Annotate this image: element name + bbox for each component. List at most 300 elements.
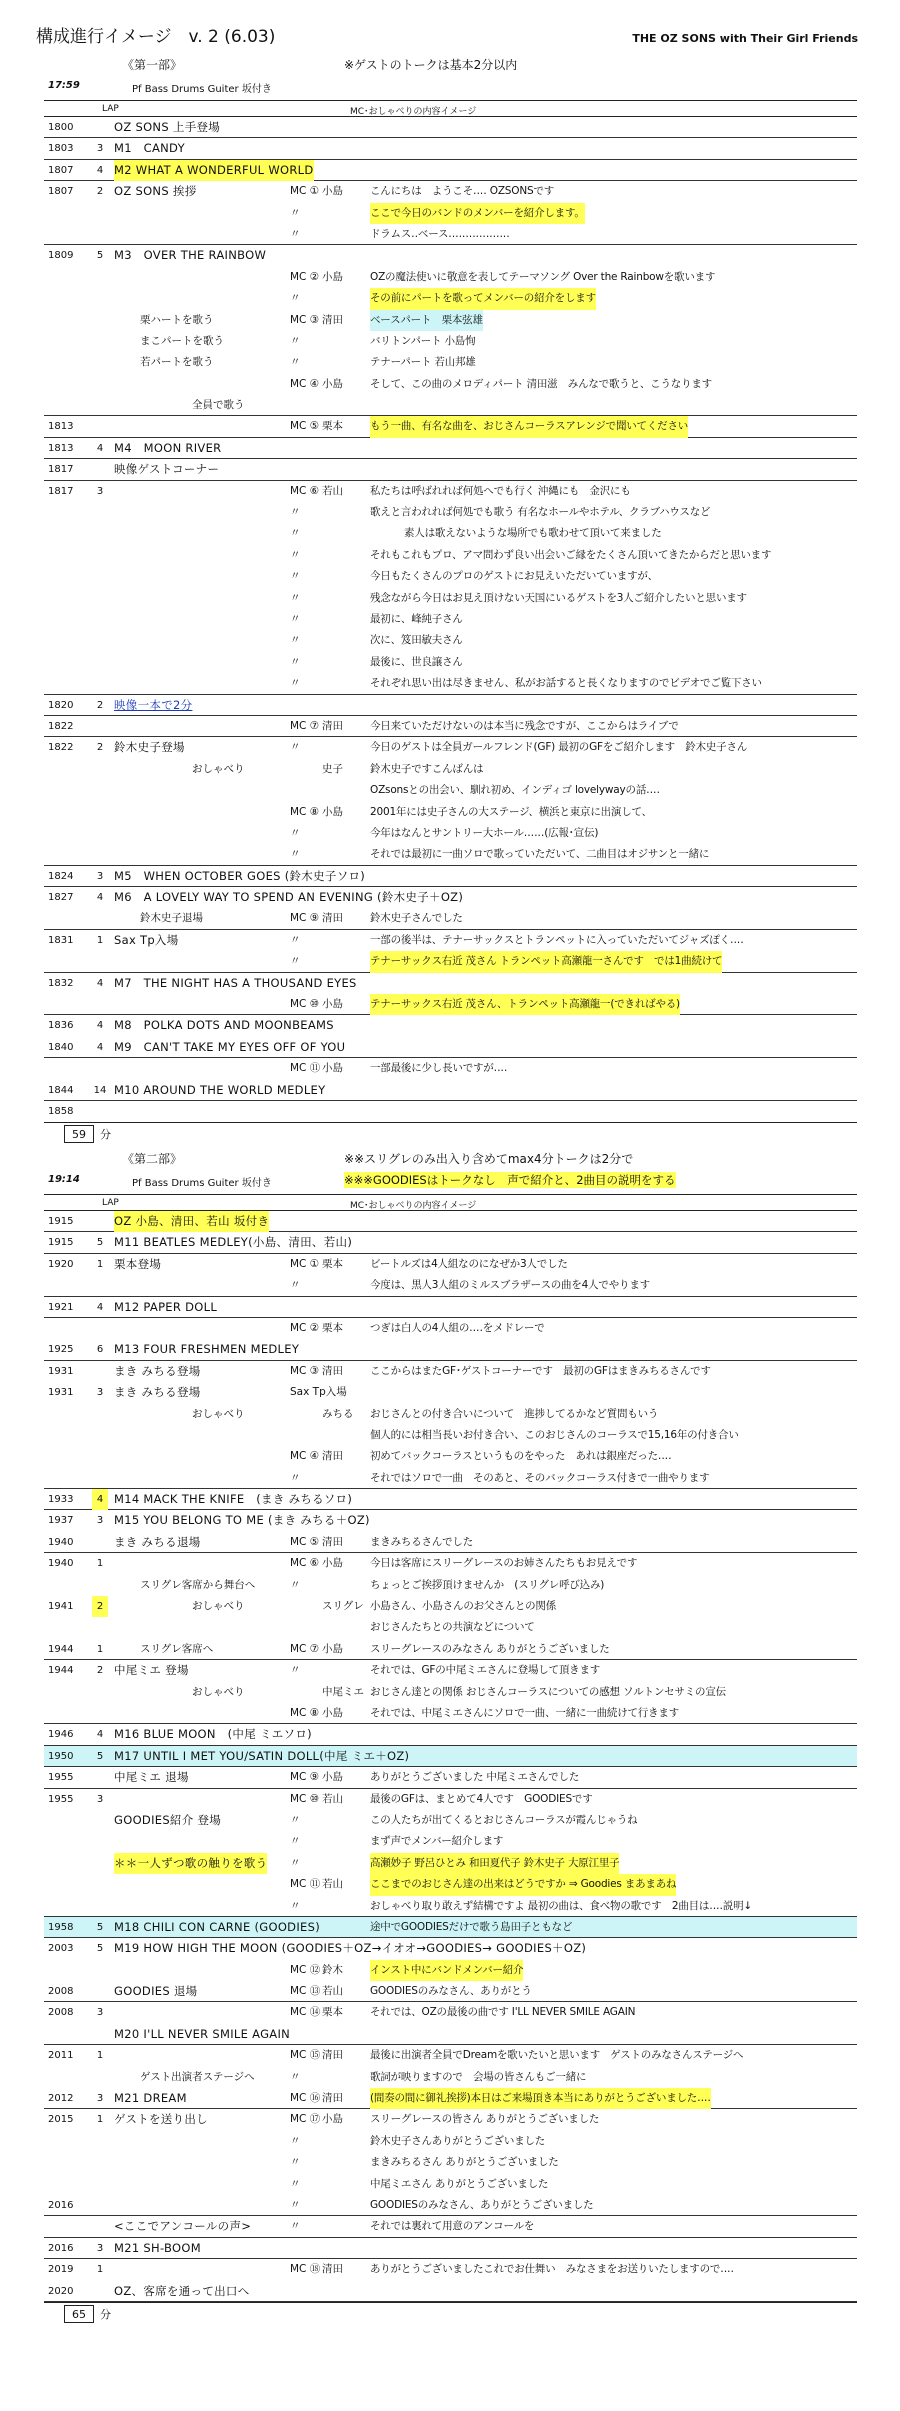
table-row [44,310,857,331]
table-row [44,245,857,266]
row-performer-action: まこパートを歌う [140,334,224,347]
part-note: ※ゲストのトークは基本2分以内 [344,58,518,72]
row-speaker: 小島 [322,998,343,1011]
row-mc-number: MC ③ [290,313,320,326]
table-row [44,1037,857,1058]
table-row [44,331,857,352]
row-mc-number: 〃 [290,1835,301,1848]
row-mc-number: 〃 [290,677,301,690]
row-mc-content: 中尾ミエさん ありがとうございました [370,2177,549,2190]
table-row [44,2109,857,2130]
row-mc-number: MC ⑧ [290,805,320,818]
row-mc-content: それでは、OZの最後の曲です I'LL NEVER SMILE AGAIN [370,2006,636,2019]
row-time: 1813 [48,442,74,454]
row-mc-number: 〃 [290,1471,301,1484]
row-time: 1915 [48,1216,74,1227]
row-lap: 3 [96,1515,104,1527]
row-mc-content: 最初に、峰純子さん [370,612,463,625]
row-time: 1809 [48,250,74,262]
mc-column-label: MC･おしゃべりの内容イメージ [350,1201,477,1211]
row-item: M7 THE NIGHT HAS A THOUSAND EYES [114,975,357,990]
row-mc-content: 最後に、世良譲さん [370,655,463,668]
table-row [44,459,857,480]
table-row [44,502,857,523]
row-item: M4 MOON RIVER [114,440,222,455]
row-mc-number: 〃 [290,955,301,968]
row-mc-number: 〃 [290,591,301,604]
row-mc-number: MC ⑤ [290,420,320,433]
part1-section [44,54,857,1145]
row-time: 1944 [48,1665,74,1677]
total-minutes: 59 [64,1125,94,1143]
table-row [44,1446,857,1467]
row-mc-number: 〃 [290,227,301,240]
row-lap: 3 [96,143,104,155]
row-item: OZ、客席を通って出口へ [114,2283,250,2298]
row-mc-content: それぞれ思い出は尽きません、私がお話すると長くなりますのでビデオでご覧下さい [370,677,762,690]
row-mc-number: MC ⑨ [290,1771,320,1784]
table-row [44,930,857,951]
table-row [44,1101,857,1122]
row-item: 中尾ミエ 退場 [114,1770,189,1785]
row-lap: 2 [96,186,104,198]
table-row [44,1489,857,1510]
row-item: M15 YOU BELONG TO ME (まき みちる＋OZ) [114,1513,370,1528]
row-mc-content: ありがとうございました 中尾ミエさんでした [370,1771,580,1784]
row-lap: 1 [96,2114,104,2126]
table-row [44,2024,857,2045]
row-speaker: 史子 [322,762,343,775]
row-item: 映像一本で2分 [114,697,193,712]
row-item: ＊＊一人ずつ歌の触りを歌う [114,1853,267,1874]
row-mc-content: 一部最後に少し長いですが‥‥ [370,1062,508,1075]
row-lap: 5 [96,1943,104,1955]
table-row [44,1981,857,2002]
table-row [44,759,857,780]
row-item: OZ SONS 上手登場 [114,120,221,134]
row-speaker: 栗本 [322,420,343,433]
row-lap: 3 [96,2007,104,2019]
row-item: M11 BEATLES MEDLEY(小島、清田、若山) [114,1235,353,1250]
part2-rows [44,1211,857,2302]
table-row [44,1058,857,1079]
row-time: 1955 [48,1772,74,1784]
row-item: M18 CHILI CON CARNE (GOODIES) [114,1919,320,1934]
table-row [44,1232,857,1253]
row-time: 1931 [48,1387,74,1399]
table-row [44,1211,857,1232]
row-speaker: 小島 [322,2113,343,2126]
table-row [44,908,857,929]
table-row [44,780,857,801]
row-mc-number: MC ⑩ [290,998,320,1011]
table-row [44,416,857,437]
row-time: 1817 [48,485,74,497]
total-unit: 分 [100,1128,111,1142]
table-row [44,523,857,544]
row-time: 1955 [48,1793,74,1805]
document-subtitle: THE OZ SONS with Their Girl Friends [632,32,858,45]
row-time: 1803 [48,143,74,155]
table-row [44,288,857,309]
row-speaker: 小島 [322,270,343,283]
row-item: 映像ゲストコーナー [114,462,220,477]
row-mc-number: 〃 [290,206,301,219]
row-speaker: 若山 [322,484,343,497]
row-mc-content: GOODIESのみなさん、ありがとうございました [370,2198,594,2211]
table-row [44,973,857,994]
row-time: 1950 [48,1750,74,1762]
table-row [44,2216,857,2237]
row-mc-content: それでは、GFの中尾ミエさんに登場して頂きます [370,1664,601,1677]
row-mc-content: 素人は歌えないような場所でも歌わせて頂いて来ました [404,527,662,540]
row-mc-content: おじさんたちとの共演などについて [370,1621,535,1634]
table-row [44,1596,857,1617]
row-mc-content: ここまでのおじさん達の出来はどうですか ⇒ Goodies まあまあね [370,1874,676,1895]
lap-column-label: LAP [102,1198,119,1208]
row-speaker: 小島 [322,1771,343,1784]
row-mc-number: 〃 [290,2070,301,2083]
row-lap: 4 [96,1020,104,1032]
row-item: M8 POLKA DOTS AND MOONBEAMS [114,1018,334,1033]
row-mc-content: つぎは白人の4人組の‥‥をメドレーで [370,1321,545,1334]
table-row [44,2131,857,2152]
row-item: M21 SH-BOOM [114,2240,201,2255]
table-row [44,1617,857,1638]
row-mc-number: MC ⑥ [290,484,320,497]
part2-table [44,1194,857,2303]
row-item: OZ SONS 挨拶 [114,184,197,199]
table-row [44,566,857,587]
table-row [44,2238,857,2259]
row-mc-content: 鈴木史子さんありがとうございました [370,2134,546,2147]
part2-section [44,1148,857,2325]
row-speaker: 栗本 [322,1257,343,1270]
row-item: まき みちる退場 [114,1534,201,1549]
table-row [44,1532,857,1553]
row-speaker: 小島 [322,1557,343,1570]
row-mc-number: 〃 [290,2156,301,2169]
row-mc-number: MC ① [290,185,320,198]
row-mc-number: 〃 [290,570,301,583]
row-time: 1817 [48,464,74,476]
row-item: まき みちる登場 [114,1385,201,1400]
part-label: 《第一部》 [122,58,183,72]
row-mc-content: 今度は、黒人3人組のミルスブラザースの曲を4人でやります [370,1279,650,1292]
row-mc-number: 〃 [290,933,301,946]
table-row [44,395,857,416]
row-mc-content: ベースパート 栗本弦雄 [370,310,483,331]
row-lap: 3 [96,485,104,497]
table-row [44,1960,857,1981]
table-row [44,2088,857,2109]
part1-table [44,100,857,1123]
table-row [44,994,857,1015]
row-mc-content: ちょっとご挨拶頂けませんか (スリグレ呼び込み) [370,1578,605,1591]
row-item: M9 CAN'T TAKE MY EYES OFF OF YOU [114,1039,346,1054]
row-item: GOODIES 退場 [114,1984,198,1999]
row-time: 2015 [48,2114,74,2126]
row-lap: 3 [96,870,104,882]
row-mc-content: おしゃべり取り敢えず結構ですよ 最初の曲は、食べ物の歌です 2曲目は‥‥説明↓ [370,1899,753,1912]
row-time: 1941 [48,1601,74,1613]
row-lap: 1 [96,2264,104,2276]
table-row [44,588,857,609]
row-mc-content: 鈴木史子さんでした [370,912,463,925]
row-speaker: 清田 [322,1364,343,1377]
table-row [44,481,857,502]
row-mc-content: 歌詞が映りますので 会場の皆さんもご一緒に [370,2070,587,2083]
row-speaker: 若山 [322,1878,343,1891]
row-item: M19 HOW HIGH THE MOON (GOODIES＋OZ→イオオ→GOODIES→ GOODIES＋OZ) [114,1941,587,1956]
row-mc-content: 今日もたくさんのプロのゲストにお見えいただいていますが、 [370,570,658,583]
row-mc-content: 高瀬妙子 野呂ひとみ 和田夏代子 鈴木史子 大原江里子 [370,1853,619,1874]
row-item: ゲストを送り出し [114,2112,208,2127]
row-mc-number: MC ⑦ [290,719,320,732]
row-mc-number: 〃 [290,826,301,839]
row-lap: 4 [96,164,104,176]
row-mc-content: 今日のゲストは全員ガールフレンド(GF) 最初のGFをご紹介します 鈴木史子さん [370,741,748,754]
row-time: 1944 [48,1643,74,1655]
row-speaker: 小島 [322,1642,343,1655]
row-time: 1822 [48,720,74,732]
row-lap: 2 [92,1596,108,1617]
row-mc-number: 〃 [290,527,301,540]
row-lap: 6 [96,1344,104,1356]
row-performer-action: おしゃべり [192,1600,245,1613]
row-time: 2016 [48,2242,74,2254]
row-speaker: みちる [322,1407,354,1420]
row-time: 1831 [48,934,74,946]
row-time: 1840 [48,1041,74,1053]
row-mc-content: スリーグレースの皆さん ありがとうございました [370,2113,600,2126]
row-performer-action: 若パートを歌う [140,356,214,369]
row-mc-content: この人たちが出てくるとおじさんコーラスが霞んじゃうね [370,1813,638,1826]
row-lap: 2 [96,742,104,754]
row-mc-content: テナーサックス右近 茂さん トランペット高瀬龍一さんです では1曲続けて [370,951,722,972]
row-mc-content: インスト中にバンドメンバー紹介 [370,1960,523,1981]
row-time: 1832 [48,977,74,989]
row-speaker: 清田 [322,313,343,326]
row-mc-number: 〃 [290,612,301,625]
part-note: ※※スリグレのみ出入り含めてmax4分トークは2分で [344,1152,634,1166]
row-time: 1813 [48,421,74,433]
row-lap: 5 [96,250,104,262]
row-mc-number: 〃 [290,2177,301,2190]
row-mc-content: 私たちは呼ばれれば何処へでも行く 沖縄にも 金沢にも [370,484,631,497]
row-speaker: 中尾ミエ [322,1685,364,1698]
table-row [44,1660,857,1681]
row-lap: 3 [96,1793,104,1805]
column-header [44,1195,857,1211]
row-lap: 2 [96,699,104,711]
document-title: 構成進行イメージ v. 2 (6.03) [36,27,276,47]
row-mc-content: それもこれもプロ、アマ問わず良い出会いご縁をたくさん頂いてきたからだと思います [370,548,772,561]
row-mc-content: 初めてバックコーラスというものをやった あれは銀座だった‥‥ [370,1450,672,1463]
row-speaker: 小島 [322,377,343,390]
table-row [44,1746,857,1767]
row-mc-content: それでは最初に一曲ソロで歌っていただいて、二曲目はオジサンと一緒に [370,848,710,861]
row-speaker: 栗本 [322,2006,343,2019]
row-time: 2016 [48,2199,74,2211]
row-performer-action: おしゃべり [192,1685,245,1698]
row-lap: 4 [96,1729,104,1741]
row-mc-number: MC ④ [290,1450,320,1463]
table-row [44,438,857,459]
row-mc-number: 〃 [290,848,301,861]
table-row [44,1361,857,1382]
table-row [44,695,857,716]
row-item: M17 UNTIL I MET YOU/SATIN DOLL(中尾 ミエ＋OZ) [114,1748,410,1763]
row-time: 1933 [48,1494,74,1506]
row-speaker: 若山 [322,1792,343,1805]
row-mc-number: MC ⑬ [290,1985,321,1998]
row-performer-action: 全員で歌う [192,399,245,412]
row-mc-content: もう一曲、有名な曲を、おじさんコーラスアレンジで聞いてください [370,416,688,437]
table-row [44,652,857,673]
row-mc-number: MC ⑩ [290,1792,320,1805]
row-mc-number: Sax Tp入場 [290,1386,347,1399]
table-row [44,545,857,566]
row-mc-number: MC ⑯ [290,2092,321,2105]
band-line: Pf Bass Drums Guiter 坂付き [132,1178,272,1189]
row-performer-action: ゲスト出演者ステージへ [140,2070,255,2083]
band-line: Pf Bass Drums Guiter 坂付き [132,84,272,95]
row-mc-number: 〃 [290,741,301,754]
row-mc-content: その前にパートを歌ってメンバーの紹介をします [370,288,596,309]
row-mc-content: ありがとうございましたこれでお仕舞い みなさまをお送りいたしますので‥‥ [370,2263,734,2276]
table-row [44,737,857,758]
row-mc-content: ここからはまたGF･ゲストコーナーです 最初のGFはまきみちるさんです [370,1364,711,1377]
row-item: 鈴木史子登場 [114,740,185,755]
row-mc-content: それではソロで一曲 そのあと、そのバックコーラス付きで一曲やります [370,1471,710,1484]
table-row [44,1297,857,1318]
table-row [44,374,857,395]
row-mc-number: MC ① [290,1257,320,1270]
row-mc-content: それでは裏れて用意のアンコールを [370,2220,535,2233]
row-performer-action: スリグレ客席から舞台へ [140,1578,256,1591]
table-row [44,1896,857,1917]
row-mc-content: まきみちるさんでした [370,1535,473,1548]
row-mc-number: MC ⑨ [290,912,320,925]
row-mc-content: そして、この曲のメロディパート 清田滋 みんなで歌うと、こうなります [370,377,712,390]
table-row [44,673,857,694]
row-speaker: 小島 [322,805,343,818]
row-mc-content: OZの魔法使いに敬意を表してテーマソング Over the Rainbowを歌います [370,270,716,283]
row-time: 1921 [48,1301,74,1313]
part2-header [44,1148,857,1194]
start-time: 17:59 [48,80,80,91]
row-speaker: 清田 [322,1535,343,1548]
table-row [44,1917,857,1938]
row-mc-number: 〃 [290,1664,301,1677]
total-minutes: 65 [64,2305,94,2323]
row-mc-number: 〃 [290,2220,301,2233]
row-lap: 2 [96,1665,104,1677]
row-speaker: 清田 [322,2263,343,2276]
row-time: 2019 [48,2264,74,2276]
part1-total [44,1123,857,1145]
row-lap: 1 [96,934,104,946]
row-mc-number: MC ② [290,270,320,283]
row-speaker: 鈴木 [322,1963,343,1976]
table-row [44,1938,857,1959]
table-row [44,1575,857,1596]
table-row [44,2152,857,2173]
row-lap: 3 [96,1387,104,1399]
row-mc-number: 〃 [290,1899,301,1912]
row-speaker: 小島 [322,1062,343,1075]
row-item: M2 WHAT A WONDERFUL WORLD [114,160,314,181]
table-row [44,2174,857,2195]
row-mc-number: 〃 [290,2134,301,2147]
row-mc-number: MC ⑦ [290,1642,320,1655]
row-mc-number: MC ⑭ [290,2006,321,2019]
row-item: M6 A LOVELY WAY TO SPEND AN EVENING (鈴木史子＋OZ) [114,890,464,905]
row-mc-content: まず声でメンバー紹介します [370,1835,504,1848]
table-row [44,609,857,630]
table-row [44,2259,857,2280]
row-lap: 4 [96,1301,104,1313]
row-mc-content: ドラムス‥ベース‥‥‥‥‥‥‥‥‥ [370,227,510,240]
row-time: 2003 [48,1943,74,1955]
row-lap: 4 [96,892,104,904]
row-mc-content: テナーパート 若山邦雄 [370,356,476,369]
row-mc-number: 〃 [290,1279,301,1292]
row-time: 1925 [48,1344,74,1356]
row-mc-number: MC ⑫ [290,1963,321,1976]
row-time: 1820 [48,699,74,711]
row-lap: 4 [96,442,104,454]
table-row [44,1767,857,1788]
row-time: 2011 [48,2050,74,2062]
row-mc-number: MC ③ [290,1364,320,1377]
row-mc-content: OZsonsとの出会い、馴れ初め、インディゴ lovelywayの話‥‥ [370,784,660,797]
table-row [44,887,857,908]
row-lap: 3 [96,2093,104,2105]
table-row [44,2195,857,2216]
row-time: 1822 [48,742,74,754]
row-performer-action: スリグレ客席へ [140,1642,214,1655]
row-mc-content: バリトンパート 小島恂 [370,334,476,347]
table-row [44,203,857,224]
total-unit: 分 [100,2307,111,2321]
row-lap: 5 [96,1921,104,1933]
table-row [44,823,857,844]
lap-column-label: LAP [102,104,119,114]
row-item: OZ 小島、清田、若山 坂付き [114,1211,269,1232]
row-time: 1807 [48,164,74,176]
row-mc-number: MC ⑪ [290,1062,321,1075]
table-row [44,1831,857,1852]
row-performer-action: おしゃべり [192,1407,245,1420]
row-lap: 4 [96,1041,104,1053]
table-row [44,716,857,737]
row-mc-number: 〃 [290,292,301,305]
table-row [44,352,857,373]
row-performer-action: おしゃべり [192,762,245,775]
row-item: M21 DREAM [114,2091,187,2106]
table-row [44,2045,857,2066]
table-row [44,1682,857,1703]
row-mc-number: MC ⑰ [290,2113,321,2126]
row-lap: 5 [96,1237,104,1249]
table-row [44,1318,857,1339]
table-row [44,1425,857,1446]
table-row [44,951,857,972]
row-item: M5 WHEN OCTOBER GOES (鈴木史子ソロ) [114,868,366,883]
row-mc-content: おじさんとの付き合いについて 進捗してるかなど質問もいう [370,1407,659,1420]
